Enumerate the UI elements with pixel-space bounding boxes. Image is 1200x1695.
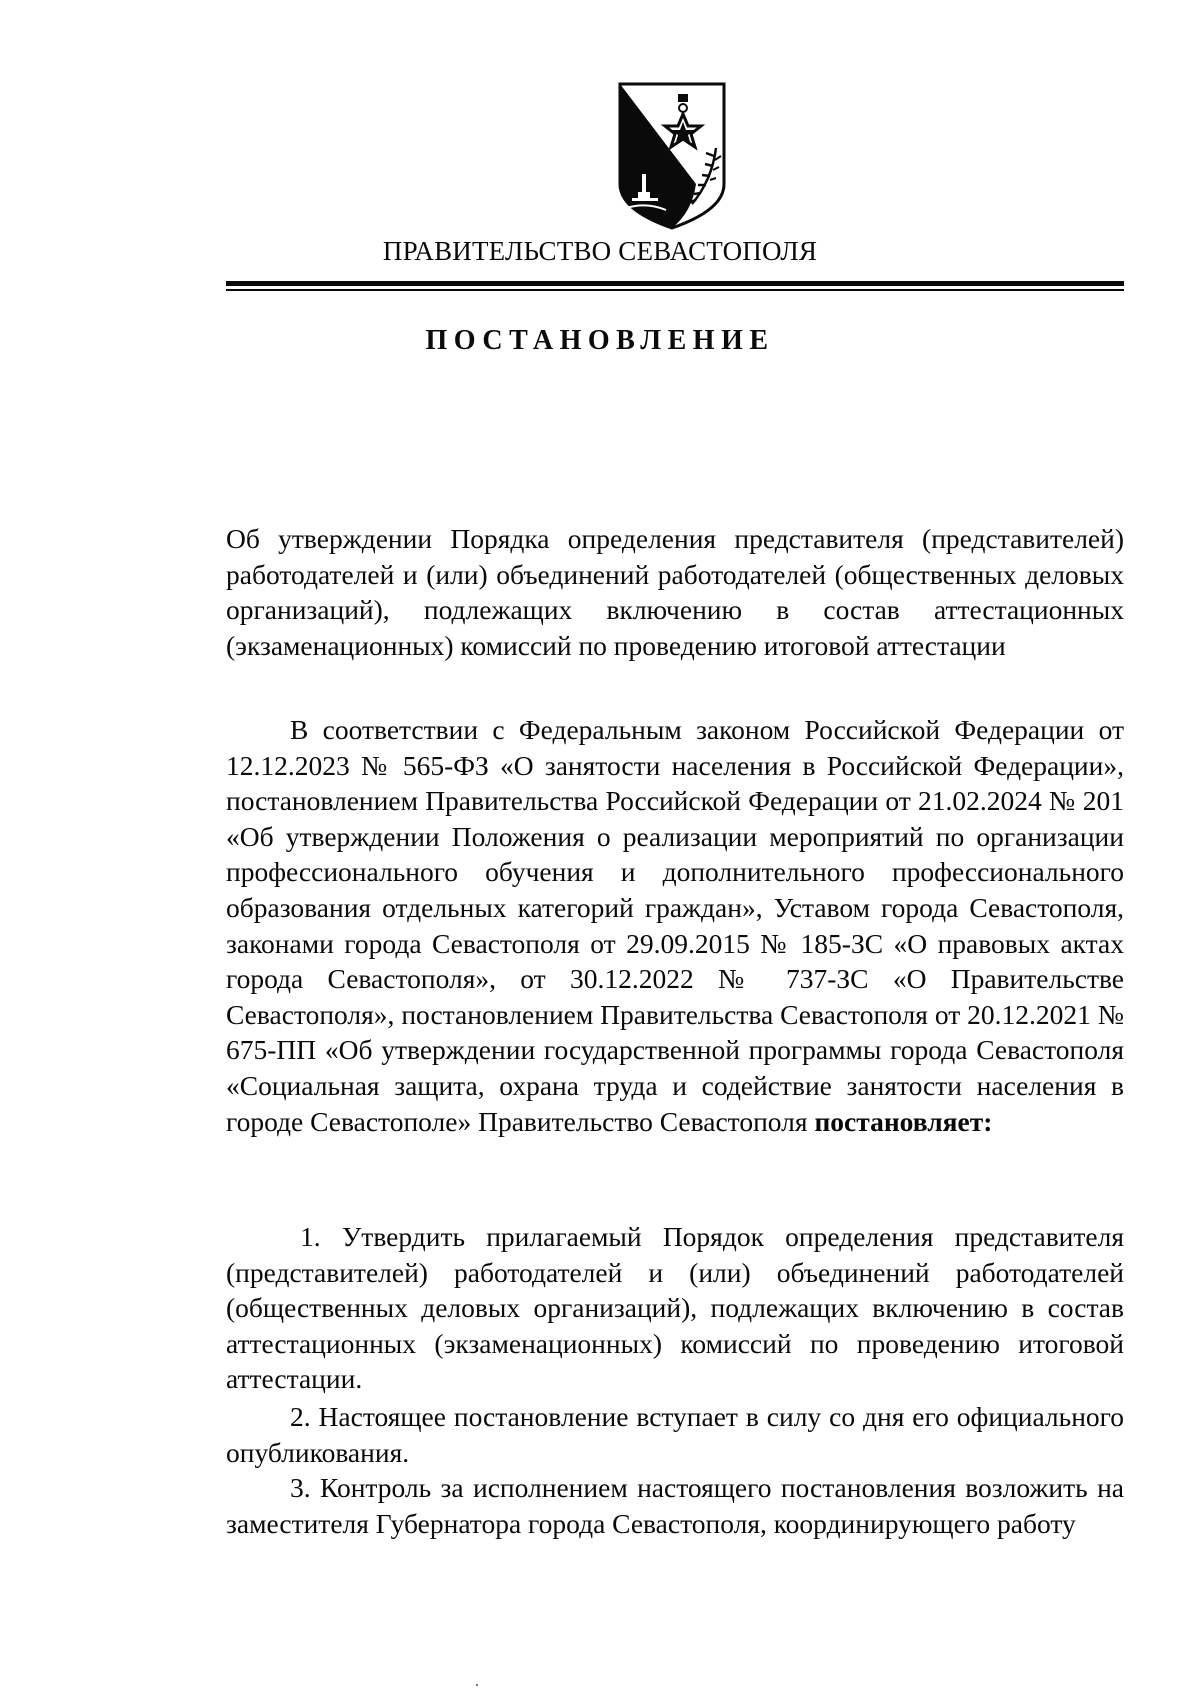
header-rule-thick [226, 281, 1124, 286]
preamble-text: В соответствии с Федеральным законом Российской Федерации от 12.12.2023 № 565-ФЗ «О занятости населения в Российской Федерации», постановлением Правительства Российской Федерации от 21.02.2024 № 201 «Об утверждении Положения о реализации мероприятий по организации профессионального обучения и дополнительного профессионального образования отдельных категорий граждан», Уставом города Севастополя, законами города Севастополя от 29.09.2015 № 185-ЗС «О правовых актах города Севастополя», от 30.12.2022 № 737-ЗС «О Правительстве Севастополя», постановлением Правительства Севастополя от 20.12.2021 № 675-ПП «Об утверждении государственной программы города Севастополя «Социальная защита, охрана труда и содействие занятости населения в городе Севастополе» Правительство Севастополя [226, 714, 1124, 1137]
clause-2: 2. Настоящее постановление вступает в силу со дня его официального опубликования. [226, 1400, 1124, 1468]
sevastopol-coat-of-arms-icon [616, 80, 728, 230]
preamble-paragraph [226, 712, 1124, 1139]
document-type-heading: ПОСТАНОВЛЕНИЕ [425, 325, 775, 356]
clause-1: 1. Утвердить прилагаемый Порядок определения представителя (представителей) работодателей и (или) объединений работодателей (общественных деловых организаций), подлежащих включению в состав аттестационных (экзаменационных) комиссий по проведению итоговой аттестации. [226, 1221, 1124, 1395]
resolves-word: постановляет: [814, 1105, 993, 1137]
header-rule-thin [226, 289, 1124, 291]
document-subject: Об утверждении Порядка определения представителя (представителей) работодателей и (или) объединений работодателей (общественных деловых организаций), подлежащих включению в состав аттестационных (экзаменационных) комиссий по проведению итоговой аттестации [226, 523, 1124, 661]
clauses-list [226, 1219, 1124, 1541]
organization-title: ПРАВИТЕЛЬСТВО СЕВАСТОПОЛЯ [382, 236, 818, 266]
scan-dot [476, 1684, 478, 1686]
clause-3: 3. Контроль за исполнением настоящего постановления возложить на заместителя Губернатора города Севастополя, координирующего работу [226, 1472, 1124, 1539]
